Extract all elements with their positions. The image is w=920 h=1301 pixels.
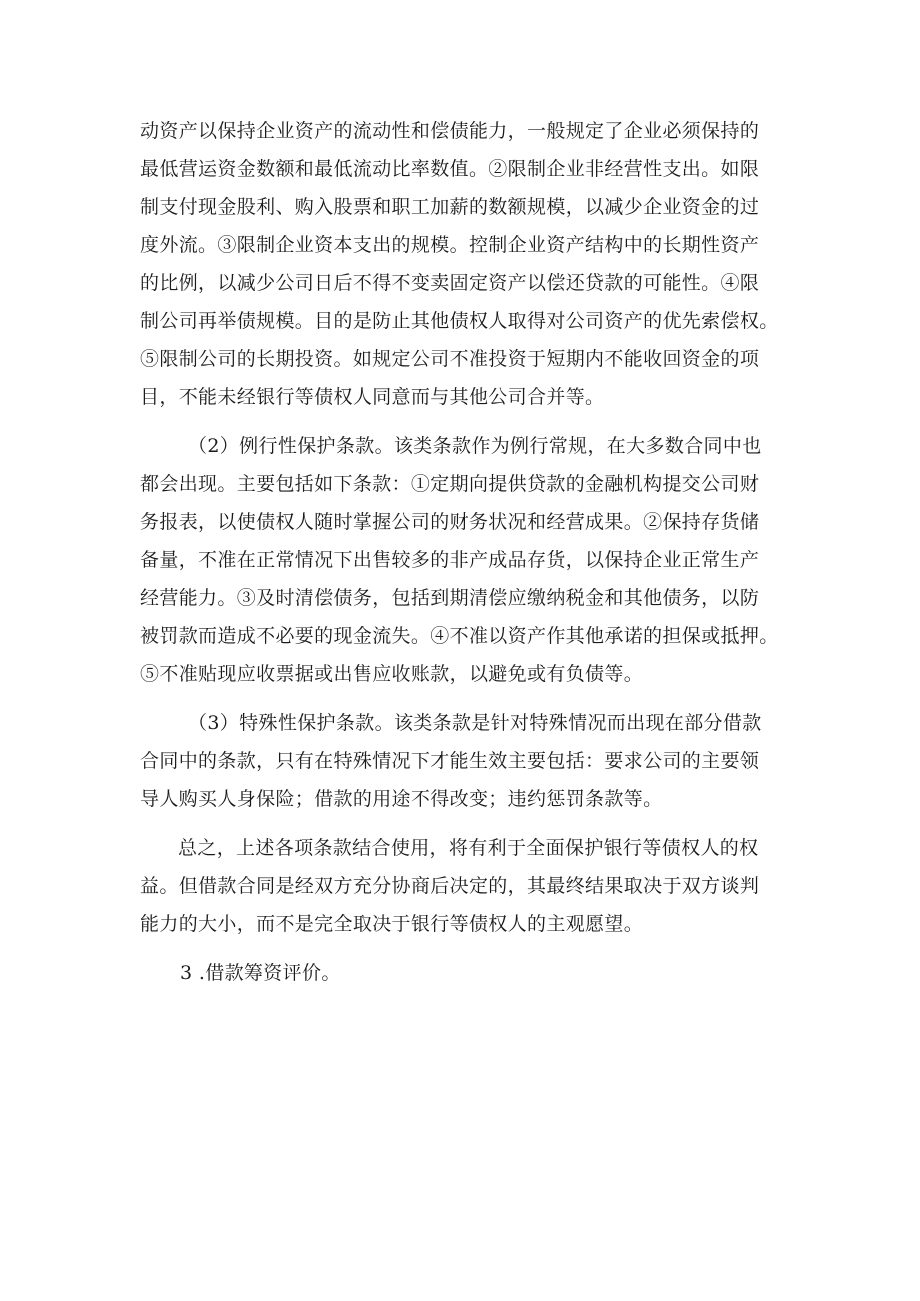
paragraph-routine-clauses (140, 427, 800, 693)
paragraph-restrictions-continued (140, 112, 800, 416)
text-line: ⑤不准贴现应收票据或出售应收账款，以避免或有负债等。 (140, 663, 644, 685)
paragraph-summary (140, 829, 800, 943)
text-line: 制支付现金股利、购入股票和职工加薪的数额规模，以减少企业资金的过 (140, 196, 760, 218)
text-line: 导人购买人身保险；借款的用途不得改变；违约惩罚条款等。 (140, 788, 663, 810)
text-line: 能力的大小，而不是完全取决于银行等债权人的主观愿望。 (140, 913, 644, 935)
text-line: 务报表，以使债权人随时掌握公司的财务状况和经营成果。②保持存货储 (140, 511, 760, 533)
paragraph-special-clauses (140, 704, 800, 818)
text-line: 最低营运资金数额和最低流动比率数值。②限制企业非经营性支出。如限 (140, 158, 760, 180)
text-line: 动资产以保持企业资产的流动性和偿债能力，一般规定了企业必须保持的 (140, 120, 760, 142)
text-line: 目，不能未经银行等债权人同意而与其他公司合并等。 (140, 386, 605, 408)
text-line: 度外流。③限制企业资本支出的规模。控制企业资产结构中的长期性资产 (140, 234, 760, 256)
text-line: 备量，不准在正常情况下出售较多的非产成品存货，以保持企业正常生产 (140, 549, 760, 571)
text-line: 的比例，以减少公司日后不得不变卖固定资产以偿还贷款的可能性。④限 (140, 272, 760, 294)
section-heading-text: 3 .借款筹资评价。 (180, 962, 341, 984)
text-line: （3）特殊性保护条款。该类条款是针对特殊情况而出现在部分借款 (188, 712, 762, 734)
text-line: （2）例行性保护条款。该类条款作为例行常规，在大多数合同中也 (188, 435, 762, 457)
text-line: ⑤限制公司的长期投资。如规定公司不准投资于短期内不能收回资金的项 (140, 348, 760, 370)
text-line: 都会出现。主要包括如下条款：①定期向提供贷款的金融机构提交公司财 (140, 473, 760, 495)
text-line: 被罚款而造成不必要的现金流失。④不准以资产作其他承诺的担保或抵押。 (140, 625, 779, 647)
text-line: 总之，上述各项条款结合使用，将有利于全面保护银行等债权人的权 (178, 837, 759, 859)
text-line: 合同中的条款，只有在特殊情况下才能生效主要包括：要求公司的主要领 (140, 750, 760, 772)
text-line: 制公司再举债规模。目的是防止其他债权人取得对公司资产的优先索偿权。 (140, 310, 779, 332)
section-heading (140, 954, 800, 992)
text-line: 益。但借款合同是经双方充分协商后决定的，其最终结果取决于双方谈判 (140, 875, 760, 897)
document-body (140, 112, 800, 992)
text-line: 经营能力。③及时清偿债务，包括到期清偿应缴纳税金和其他债务，以防 (140, 587, 760, 609)
